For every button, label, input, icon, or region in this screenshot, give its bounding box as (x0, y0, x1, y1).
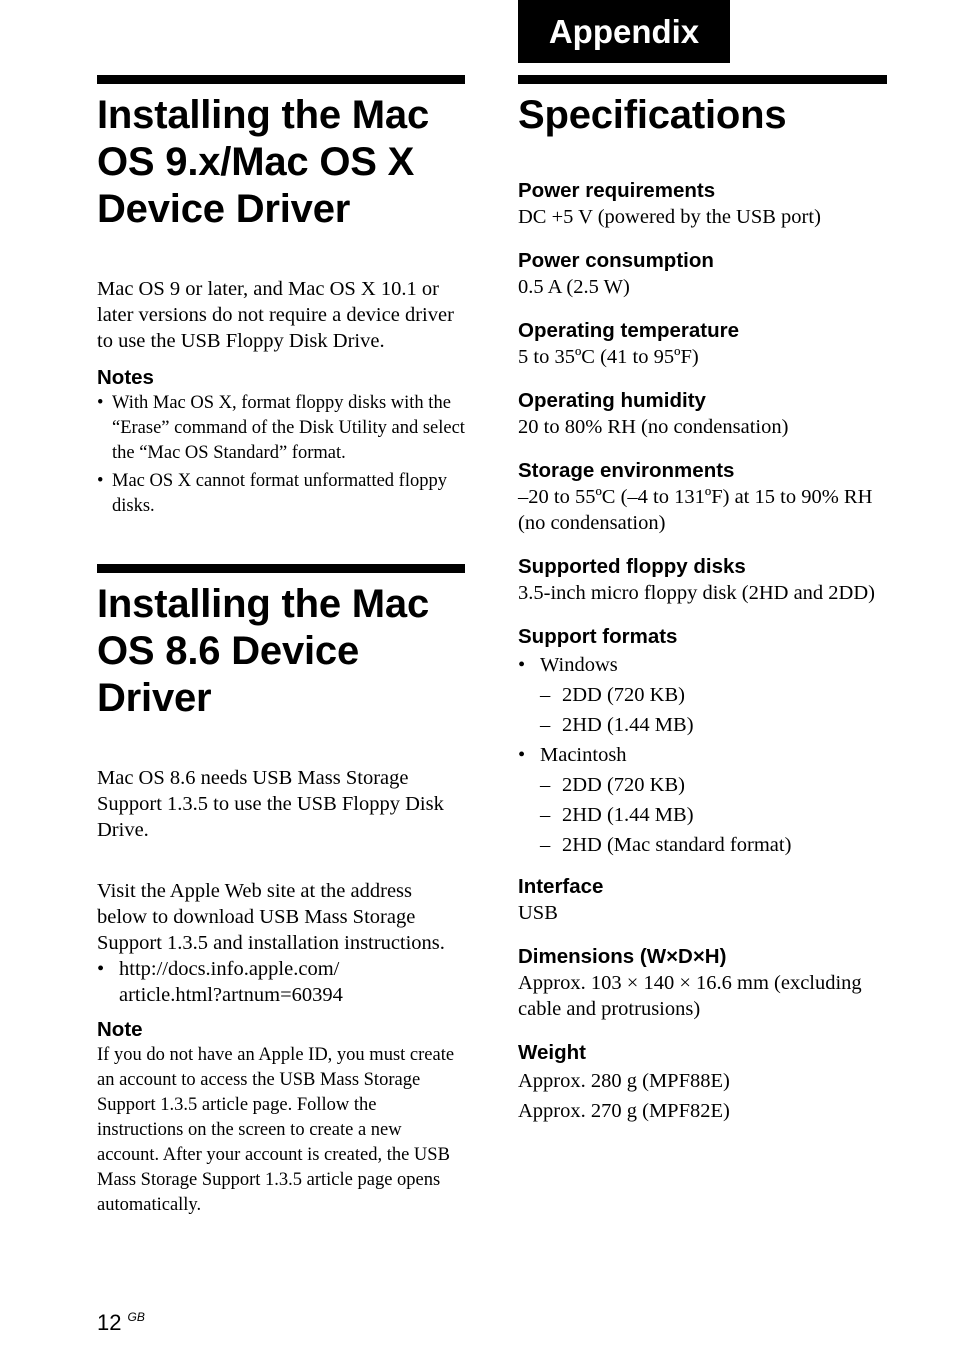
spec-item-weight (518, 1040, 887, 1126)
note-heading: Note (97, 1018, 143, 1041)
format-os-item (518, 650, 887, 740)
spec-label: Storage environments (518, 459, 735, 482)
spec-value: USB (518, 902, 558, 924)
section1-body: Mac OS 9 or later, and Mac OS X 10.1 or later versions do not require a device driver to use the USB Floppy Disk Drive. (97, 278, 454, 352)
spec-item (518, 248, 887, 300)
format-list (518, 650, 887, 860)
section2-body-1: Mac OS 8.6 needs USB Mass Storage Support 1.3.5 to use the USB Floppy Disk Drive. (97, 767, 444, 841)
section-rule (97, 564, 465, 573)
left-column (97, 0, 465, 1218)
spec-value: Approx. 270 g (MPF82E) (518, 1100, 730, 1122)
apple-url-link[interactable]: • http://docs.info.apple.com/ article.html?artnum=60394 (97, 956, 387, 1008)
spec-item-support-formats (518, 624, 887, 860)
spec-item (518, 318, 887, 370)
spec-item-interface (518, 874, 887, 926)
spec-value: Approx. 280 g (MPF88E) (518, 1070, 730, 1092)
spec-item (518, 388, 887, 440)
notes-heading: Notes (97, 366, 154, 389)
spec-item-dimensions (518, 944, 887, 1022)
spec-item (518, 458, 887, 536)
spec-label: Support formats (518, 625, 678, 648)
format-item: – 2DD (720 KB) (540, 680, 887, 710)
spec-label: Operating temperature (518, 319, 739, 342)
spec-value: 0.5 A (2.5 W) (518, 276, 630, 298)
spec-label: Weight (518, 1041, 586, 1064)
format-item: – 2DD (720 KB) (540, 770, 887, 800)
spec-label: Interface (518, 875, 604, 898)
note-item: • Mac OS X cannot format unformatted floppy disks. (97, 469, 465, 519)
spec-item (518, 554, 887, 606)
section-title-mac-os-86: Installing the Mac OS 8.6 Device Driver (97, 582, 430, 720)
page-number (97, 1303, 145, 1337)
notes-list (97, 391, 465, 519)
spec-list (518, 178, 887, 1126)
spec-value: Approx. 103 × 140 × 16.6 mm (excluding cable and protrusions) (518, 972, 862, 1020)
spec-label: Supported floppy disks (518, 555, 746, 578)
spec-label: Dimensions (W×D×H) (518, 945, 727, 968)
section-rule (518, 75, 887, 84)
format-os-item (518, 740, 887, 860)
format-item: – 2HD (Mac standard format) (540, 830, 887, 860)
format-os-name: Windows (540, 654, 618, 676)
spec-item (518, 178, 887, 230)
format-os-name: Macintosh (540, 744, 627, 766)
spec-value: 20 to 80% RH (no condensation) (518, 416, 789, 438)
note-item: • With Mac OS X, format floppy disks with the “Erase” command of the Disk Utility and select the “Mac OS Standard” format. (97, 391, 465, 466)
url-list (97, 956, 387, 1008)
format-sublist (540, 680, 887, 740)
format-item: – 2HD (1.44 MB) (540, 710, 887, 740)
section-title-mac-os-9: Installing the Mac OS 9.x/Mac OS X Device Driver (97, 93, 430, 231)
format-item: – 2HD (1.44 MB) (540, 800, 887, 830)
spec-value: –20 to 55ºC (–4 to 131ºF) at 15 to 90% RH (no condensation) (518, 486, 873, 534)
spec-value: DC +5 V (powered by the USB port) (518, 206, 821, 228)
spec-value: 3.5-inch micro floppy disk (2HD and 2DD) (518, 582, 875, 604)
spec-label: Power consumption (518, 249, 714, 272)
specifications-title: Specifications (518, 93, 787, 137)
spec-label: Power requirements (518, 179, 716, 202)
format-sublist (540, 770, 887, 860)
appendix-tab: Appendix (518, 0, 730, 63)
right-column (518, 0, 887, 1126)
page-number-value: 12 (97, 1310, 122, 1335)
section-rule (97, 75, 465, 84)
spec-label: Operating humidity (518, 389, 706, 412)
region-code: GB (127, 1310, 145, 1324)
spec-value: 5 to 35ºC (41 to 95ºF) (518, 346, 699, 368)
note-text: If you do not have an Apple ID, you must create an account to access the USB Mass Storage Support 1.3.5 article page. Follow the instructions on the screen to create a new account. After your account is created, the USB Mass Storage Support 1.3.5 article page opens automatically. (97, 1045, 455, 1215)
section2-body-2: Visit the Apple Web site at the address below to download USB Mass Storage Support 1.3.5 and installation instructions. (97, 880, 445, 954)
